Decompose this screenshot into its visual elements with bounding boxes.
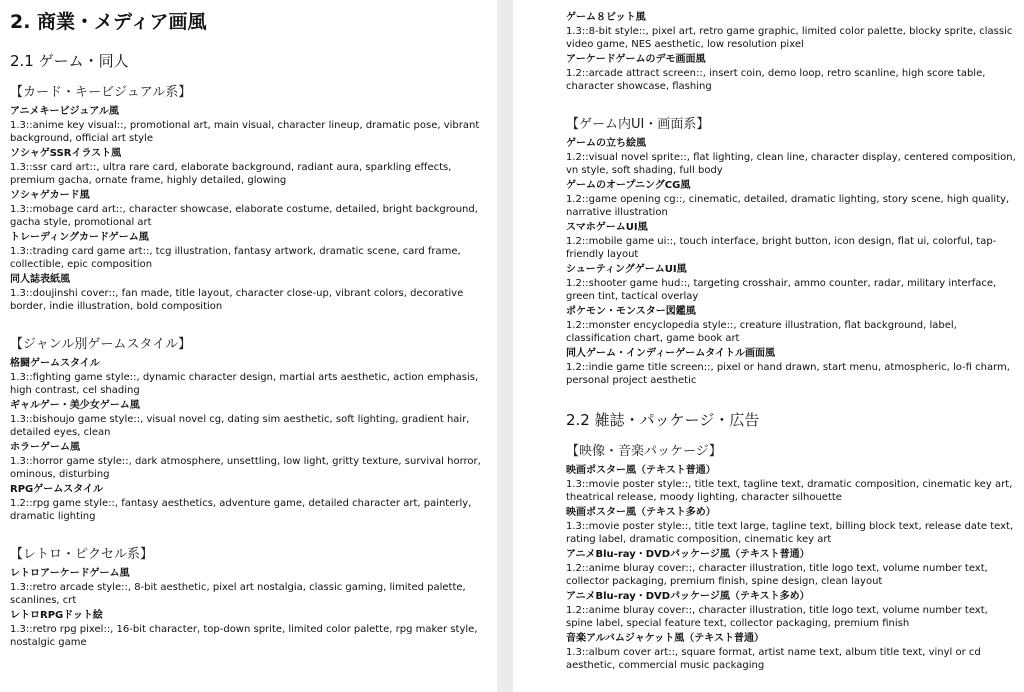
section-heading: 【ジャンル別ゲームスタイル】 bbox=[10, 337, 192, 352]
entry-body: 1.3::album cover art::, square format, artist name text, album title text, vinyl or cd aesthetic, commercial music packaging bbox=[566, 647, 981, 671]
entry-title: 同人ゲーム・インディーゲームタイトル画面風 bbox=[566, 348, 775, 359]
entry-body: 1.3::retro rpg pixel::, 16-bit character, top-down sprite, limited color palette, rpg maker style, nostalgic game bbox=[10, 624, 478, 648]
entry-title: 映画ポスター風（テキスト多め） bbox=[566, 507, 716, 518]
entry-body: 1.2::anime bluray cover::, character illustration, title logo text, volume number text, spine label, special feature text, collector packaging, premium finish bbox=[566, 605, 988, 629]
spacer bbox=[10, 523, 487, 545]
entry-body: 1.2::arcade attract screen::, insert coin, demo loop, retro scanline, high score table, character showcase, flashing bbox=[566, 68, 986, 92]
entry-body: 1.3::doujinshi cover::, fan made, title layout, character close-up, vibrant colors, decorative border, indie illustration, bold composition bbox=[10, 288, 464, 312]
entry-body: 1.3::trading card game art::, tcg illustration, fantasy artwork, dramatic scene, card frame, collectible, epic composition bbox=[10, 246, 461, 270]
section-title: 2.2 雑誌・パッケージ・広告 bbox=[566, 411, 760, 429]
entry-body: 1.3::mobage card art::, character showcase, elaborate costume, detailed, bright background, gacha style, promotional art bbox=[10, 204, 478, 228]
entry-title: レトロアーケードゲーム風 bbox=[10, 568, 130, 579]
entry-body: 1.3::retro arcade style::, 8-bit aesthetic, pixel art nostalgia, classic gaming, limited palette, scanlines, crt bbox=[10, 582, 466, 606]
section-title: 2.1 ゲーム・同人 bbox=[10, 52, 129, 70]
entry-title: レトロRPGドット絵 bbox=[10, 610, 103, 621]
spacer bbox=[566, 93, 1016, 115]
entry-body: 1.3::8-bit style::, pixel art, retro game graphic, limited color palette, blocky sprite, classic video game, NES aesthetic, low resolution pixel bbox=[566, 26, 1013, 50]
entry-title: 格闘ゲームスタイル bbox=[10, 358, 100, 369]
entry-title: ゲームの立ち絵風 bbox=[566, 138, 646, 149]
left-page bbox=[0, 0, 497, 692]
section-retro-continued bbox=[566, 11, 1016, 93]
section-media-packaging bbox=[566, 442, 1016, 672]
entry-body: 1.3::ssr card art::, ultra rare card, elaborate background, radiant aura, sparkling effects, premium gacha, ornate frame, highly detailed, glowing bbox=[10, 162, 452, 186]
entry-title: ポケモン・モンスター図鑑風 bbox=[566, 306, 696, 317]
right-page bbox=[513, 0, 1024, 692]
entry-title: 映画ポスター風（テキスト普通） bbox=[566, 465, 716, 476]
section-heading: 【映像・音楽パッケージ】 bbox=[566, 444, 722, 459]
section-genre-styles bbox=[10, 335, 487, 523]
entry-body: 1.3::horror game style::, dark atmosphere, unsettling, low light, gritty texture, survival horror, ominous, disturbing bbox=[10, 456, 481, 480]
entry-title: シューティングゲームUI風 bbox=[566, 264, 687, 275]
entry-body: 1.2::game opening cg::, cinematic, detailed, dramatic lighting, story scene, high quality, narrative illustration bbox=[566, 194, 1010, 218]
entry-body: 1.2::monster encyclopedia style::, creature illustration, flat background, label, classification chart, game book art bbox=[566, 320, 957, 344]
chapter-title: 2. 商業・メディア画風 bbox=[10, 11, 207, 33]
section-heading: 【カード・キービジュアル系】 bbox=[10, 85, 192, 100]
entry-body: 1.3::movie poster style::, title text large, tagline text, billing block text, release date text, rating label, dramatic composition, cinematic key art bbox=[566, 521, 1014, 545]
entry-body: 1.2::indie game title screen::, pixel or hand drawn, start menu, atmospheric, lo-fi charm, personal project aesthetic bbox=[566, 362, 1010, 386]
entry-title: スマホゲームUI風 bbox=[566, 222, 648, 233]
entry-title: ソシャゲカード風 bbox=[10, 190, 90, 201]
entry-title: ゲームのオープニングCG風 bbox=[566, 180, 691, 191]
section-retro-pixel bbox=[10, 545, 487, 649]
section-heading: 【ゲーム内UI・画面系】 bbox=[566, 117, 710, 132]
entry-body: 1.2::visual novel sprite::, flat lighting, clean line, character display, centered composition, vn style, soft shading, full body bbox=[566, 152, 1016, 176]
entry-title: 同人誌表紙風 bbox=[10, 274, 70, 285]
entry-title: トレーディングカードゲーム風 bbox=[10, 232, 149, 243]
section-heading: 【レトロ・ピクセル系】 bbox=[10, 547, 154, 562]
section-card-keyvisual bbox=[10, 83, 487, 313]
entry-title: アーケードゲームのデモ画面風 bbox=[566, 54, 706, 65]
entry-title: RPGゲームスタイル bbox=[10, 484, 104, 495]
entry-title: ホラーゲーム風 bbox=[10, 442, 80, 453]
entry-body: 1.2::mobile game ui::, touch interface, bright button, icon design, flat ui, colorful, tap-friendly layout bbox=[566, 236, 997, 260]
entry-body: 1.3::anime key visual::, promotional art, main visual, character lineup, dramatic pose, vibrant background, official art style bbox=[10, 120, 480, 144]
entry-title: ゲーム８ビット風 bbox=[566, 12, 646, 23]
entry-title: アニメBlu-ray・DVDパッケージ風（テキスト普通） bbox=[566, 549, 810, 560]
entry-body: 1.3::bishoujo game style::, visual novel cg, dating sim aesthetic, soft lighting, gradient hair, detailed eyes, clean bbox=[10, 414, 470, 438]
spacer bbox=[10, 313, 487, 335]
entry-body: 1.3::fighting game style::, dynamic character design, martial arts aesthetic, action emphasis, high contrast, cel shading bbox=[10, 372, 479, 396]
entry-title: アニメキービジュアル風 bbox=[10, 106, 119, 117]
entry-body: 1.2::anime bluray cover::, character illustration, title logo text, volume number text, collector packaging, premium finish, spine design, clean layout bbox=[566, 563, 988, 587]
entry-title: ギャルゲー・美少女ゲーム風 bbox=[10, 400, 140, 411]
entry-body: 1.2::rpg game style::, fantasy aesthetics, adventure game, detailed character art, painterly, dramatic lighting bbox=[10, 498, 472, 522]
entry-body: 1.3::movie poster style::, title text, tagline text, dramatic composition, cinematic key art, theatrical release, moody lighting, character silhouette bbox=[566, 479, 1013, 503]
entry-body: 1.2::shooter game hud::, targeting crosshair, ammo counter, radar, military interface, green tint, tactical overlay bbox=[566, 278, 997, 302]
entry-title: ソシャゲSSRイラスト風 bbox=[10, 148, 122, 159]
entry-title: アニメBlu-ray・DVDパッケージ風（テキスト多め） bbox=[566, 591, 810, 602]
spacer bbox=[566, 387, 1016, 409]
entry-title: 音楽アルバムジャケット風（テキスト普通） bbox=[566, 633, 764, 644]
section-game-ui bbox=[566, 115, 1016, 387]
